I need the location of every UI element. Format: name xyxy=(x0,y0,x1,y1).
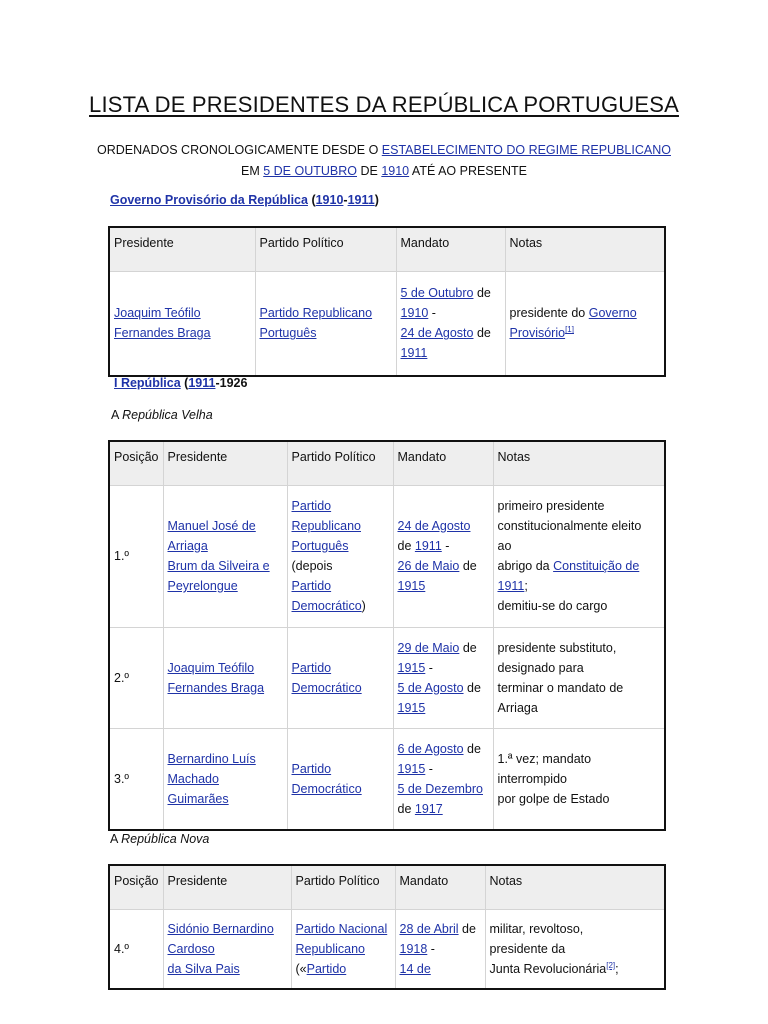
party-text: (depois xyxy=(291,559,333,573)
table2-header-row xyxy=(109,441,665,485)
text-de: de xyxy=(459,640,477,655)
party-link[interactable]: Republicano xyxy=(291,519,361,533)
position-cell: 1.º xyxy=(109,485,163,627)
subsection1-title: República Velha xyxy=(122,408,213,422)
table3-header-row xyxy=(109,865,665,909)
table1-header-row xyxy=(109,227,665,271)
subtitle-link-year[interactable]: 1910 xyxy=(381,164,410,178)
subsection2-title: República Nova xyxy=(121,832,210,846)
text-dash: - xyxy=(425,761,433,776)
note-text: ao xyxy=(497,539,512,553)
table-republica-nova xyxy=(108,864,666,990)
date-link[interactable]: 28 de Abril xyxy=(399,921,459,936)
note-text: constitucionalmente eleito xyxy=(497,519,642,533)
president-cell xyxy=(163,485,287,627)
text-de: de xyxy=(463,741,481,756)
president-link[interactable]: Guimarães xyxy=(167,791,229,806)
section2-open: ( xyxy=(180,376,189,390)
year-link[interactable]: 1918 xyxy=(399,941,428,956)
year-link[interactable]: 1910 xyxy=(400,306,429,321)
text-dash: - xyxy=(428,306,436,321)
section2-link[interactable]: I República xyxy=(114,376,181,390)
date-link[interactable]: 14 de xyxy=(399,961,431,976)
subsection1-pre: A xyxy=(111,408,123,422)
section1-year2[interactable]: 1911 xyxy=(347,193,375,207)
subsection-republica-velha xyxy=(111,408,213,422)
date-link[interactable]: 29 de Maio xyxy=(397,640,460,655)
date-link[interactable]: 5 de Agosto xyxy=(397,680,464,695)
table-row xyxy=(109,909,665,989)
text-de: de xyxy=(473,326,491,341)
note-link[interactable]: Provisório xyxy=(509,326,566,341)
notes-cell xyxy=(493,728,665,830)
president-link[interactable]: Fernandes Braga xyxy=(114,326,211,341)
section1-close: ) xyxy=(374,193,379,207)
section1-link[interactable]: Governo Provisório da República xyxy=(110,193,308,207)
note-text: ; xyxy=(615,961,619,976)
party-text: (« xyxy=(295,961,307,976)
president-link[interactable]: Machado xyxy=(167,771,219,786)
subtitle-text-3: DE xyxy=(357,164,382,178)
party-cell xyxy=(287,485,393,627)
text-de: de xyxy=(397,539,415,553)
president-link[interactable]: Joaquim Teófilo xyxy=(167,660,255,675)
note-text: Junta Revolucionária xyxy=(489,961,607,976)
year-link[interactable]: 1911 xyxy=(400,346,428,361)
mandate-cell xyxy=(393,627,493,728)
section2-rest: -1926 xyxy=(215,376,248,390)
president-cell xyxy=(163,728,287,830)
text-dash: - xyxy=(425,660,433,675)
note-text: demitiu-se do cargo xyxy=(497,599,608,613)
notes-cell xyxy=(493,485,665,627)
president-link[interactable]: Arriaga xyxy=(167,539,208,553)
note-text: abrigo da xyxy=(497,559,554,573)
president-cell xyxy=(163,909,291,989)
subtitle-text-4: ATÉ AO PRESENTE xyxy=(409,164,527,178)
date-link[interactable]: 24 de Agosto xyxy=(400,326,474,341)
party-link[interactable]: Partido xyxy=(291,660,332,675)
table3-header-notas: Notas xyxy=(485,865,665,909)
party-link[interactable]: Português xyxy=(259,326,317,341)
president-link[interactable]: Brum da Silveira e xyxy=(167,559,270,573)
reference-link[interactable]: [2] xyxy=(606,960,616,970)
table-row xyxy=(109,485,665,627)
president-cell xyxy=(163,627,287,728)
note-text: por golpe de Estado xyxy=(497,791,610,806)
position-cell: 2.º xyxy=(109,627,163,728)
note-text: interrompido xyxy=(497,771,567,786)
reference-link[interactable]: [1] xyxy=(565,325,574,335)
subsection2-pre: A xyxy=(110,832,122,846)
table2-header-notas: Notas xyxy=(493,441,665,485)
date-link[interactable]: 24 de Agosto xyxy=(397,519,471,533)
note-text: presidente da xyxy=(489,941,566,956)
notes-cell xyxy=(493,627,665,728)
table-row xyxy=(109,627,665,728)
party-link[interactable]: Partido xyxy=(291,579,332,593)
party-link[interactable]: Partido xyxy=(306,961,347,976)
text-dash: - xyxy=(441,539,450,553)
party-link[interactable]: Partido xyxy=(291,761,332,776)
section-i-republica xyxy=(114,376,247,390)
note-text: Arriaga xyxy=(497,700,538,715)
text-dash: - xyxy=(427,941,435,956)
president-link[interactable]: Fernandes Braga xyxy=(167,680,265,695)
year-link[interactable]: 1915 xyxy=(397,700,426,715)
note-text: ; xyxy=(524,579,528,593)
year-link[interactable]: 1917 xyxy=(414,801,443,816)
text-de: de xyxy=(473,286,491,301)
table1-notes-cell xyxy=(505,271,665,376)
note-text: terminar o mandato de xyxy=(497,680,624,695)
party-link[interactable]: Democrático xyxy=(291,680,362,695)
party-link[interactable]: Partido Republicano xyxy=(259,306,373,321)
table-governo-provisorio xyxy=(108,226,666,377)
note-link[interactable]: Governo xyxy=(588,306,637,321)
note-link[interactable]: Constituição de xyxy=(553,559,640,573)
document-subtitle xyxy=(0,140,768,182)
document-title: LISTA DE PRESIDENTES DA REPÚBLICA PORTUGUESA xyxy=(89,92,679,117)
party-cell xyxy=(291,909,395,989)
year-link[interactable]: 1915 xyxy=(397,579,426,593)
table-republica-velha xyxy=(108,440,666,831)
president-link[interactable]: Joaquim Teófilo xyxy=(114,306,201,321)
position-cell: 4.º xyxy=(109,909,163,989)
table2-header-mandato: Mandato xyxy=(393,441,493,485)
party-link[interactable]: Partido Nacional xyxy=(295,921,388,936)
section-governo-provisorio xyxy=(110,193,379,207)
table2-header-partido: Partido Político xyxy=(287,441,393,485)
note-text: designado para xyxy=(497,660,584,675)
subtitle-text-1: ORDENADOS CRONOLOGICAMENTE DESDE O xyxy=(97,143,382,157)
table3-header-presidente: Presidente xyxy=(163,865,291,909)
subtitle-text-2: EM xyxy=(241,164,264,178)
section2-year1[interactable]: 1911 xyxy=(188,376,216,390)
table1-header-presidente: Presidente xyxy=(109,227,255,271)
president-link[interactable]: Manuel José de xyxy=(167,519,256,533)
president-link[interactable]: Sidónio Bernardino xyxy=(167,921,274,936)
note-text: 1.ª vez; mandato xyxy=(497,751,592,766)
year-link[interactable]: 1915 xyxy=(397,660,426,675)
date-link[interactable]: 6 de Agosto xyxy=(397,741,464,756)
section1-open: ( xyxy=(307,193,316,207)
section1-year1[interactable]: 1910 xyxy=(315,193,344,207)
table-row xyxy=(109,271,665,376)
date-link[interactable]: 5 de Dezembro xyxy=(397,781,483,796)
party-link[interactable]: Português xyxy=(291,539,349,553)
mandate-cell xyxy=(393,485,493,627)
note-text: presidente substituto, xyxy=(497,640,617,655)
party-text: ) xyxy=(361,599,366,613)
position-cell: 3.º xyxy=(109,728,163,830)
year-link[interactable]: 1915 xyxy=(397,761,426,776)
table2-header-presidente: Presidente xyxy=(163,441,287,485)
table3-header-posicao: Posição xyxy=(109,865,163,909)
party-link[interactable]: Democrático xyxy=(291,599,362,613)
table1-president-cell xyxy=(109,271,255,376)
notes-cell xyxy=(485,909,665,989)
note-link[interactable]: 1911 xyxy=(497,579,525,593)
mandate-cell xyxy=(393,728,493,830)
party-link[interactable]: Partido xyxy=(291,499,332,513)
text-de: de xyxy=(397,801,415,816)
table1-header-notas: Notas xyxy=(505,227,665,271)
note-text: militar, revoltoso, xyxy=(489,921,584,936)
note-text: presidente do xyxy=(509,306,589,321)
subtitle-link-establishment[interactable]: ESTABELECIMENTO DO REGIME REPUBLICANO xyxy=(381,143,671,157)
table3-header-mandato: Mandato xyxy=(395,865,485,909)
date-link[interactable]: 5 de Outubro xyxy=(400,286,474,301)
party-cell xyxy=(287,627,393,728)
party-link[interactable]: Democrático xyxy=(291,781,362,796)
table2-header-posicao: Posição xyxy=(109,441,163,485)
text-de: de xyxy=(458,921,476,936)
date-link[interactable]: 26 de Maio xyxy=(397,559,460,573)
subsection-republica-nova xyxy=(110,832,209,846)
year-link[interactable]: 1911 xyxy=(414,539,442,553)
table1-mandate-cell xyxy=(396,271,505,376)
mandate-cell xyxy=(395,909,485,989)
president-link[interactable]: da Silva Pais xyxy=(167,961,240,976)
section1-dash: - xyxy=(343,193,348,207)
note-text: primeiro presidente xyxy=(497,499,605,513)
table-row xyxy=(109,728,665,830)
text-de: de xyxy=(463,680,481,695)
table1-header-partido: Partido Político xyxy=(255,227,396,271)
president-link[interactable]: Peyrelongue xyxy=(167,579,238,593)
president-link[interactable]: Bernardino Luís xyxy=(167,751,256,766)
party-cell xyxy=(287,728,393,830)
party-link[interactable]: Republicano xyxy=(295,941,365,956)
president-link[interactable]: Cardoso xyxy=(167,941,215,956)
table1-party-cell xyxy=(255,271,396,376)
table3-header-partido: Partido Político xyxy=(291,865,395,909)
text-de: de xyxy=(459,559,477,573)
subtitle-link-date[interactable]: 5 DE OUTUBRO xyxy=(263,164,357,178)
table1-header-mandato: Mandato xyxy=(396,227,505,271)
